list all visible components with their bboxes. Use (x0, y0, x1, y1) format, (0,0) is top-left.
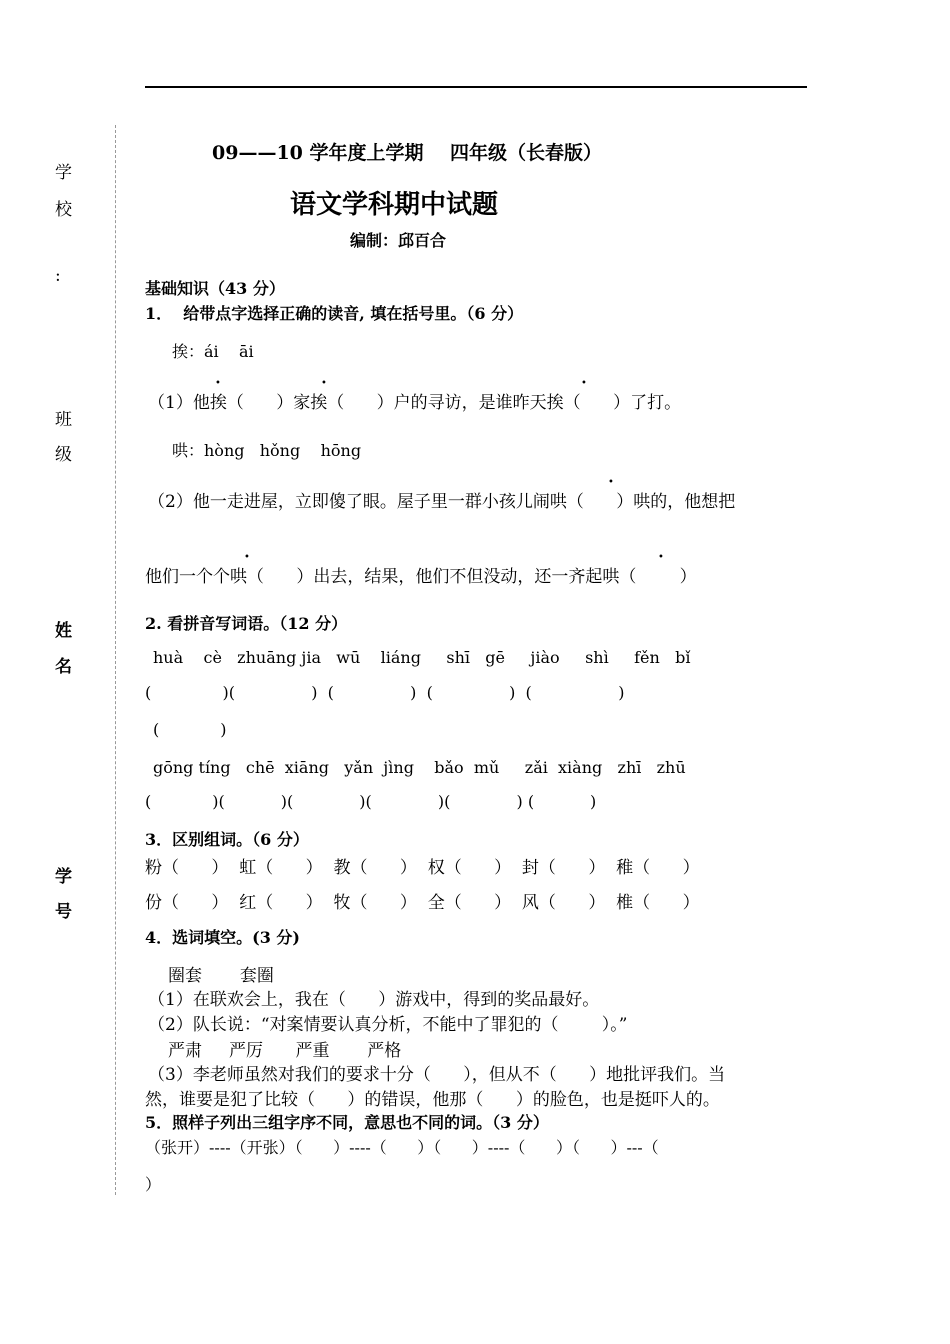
sidebar-name-char1: 姓 (55, 621, 72, 641)
title-line1: 09——10 学年度上学期 四年级（长春版） (212, 142, 602, 164)
q1-ai-options: 挨：ái āi (172, 342, 254, 361)
q3-row1: 粉（ ） 虹（ ） 教（ ） 权（ ） 封（ ） 稚（ ） (145, 858, 700, 878)
emphasis-dot: • (321, 378, 327, 389)
q2-blanks-row1a: ( )( ) ( ) ( ) ( ) (145, 683, 625, 702)
q5-heading: 5．照样子列出三组字序不同，意思也不同的词。（3 分） (145, 1113, 549, 1132)
sidebar-class-char2: 级 (55, 445, 72, 465)
q4-sentence3a: （3）李老师虽然对我们的要求十分（ ），但从不（ ）地批评我们。当 (148, 1065, 726, 1085)
q1-hong-options: 哄：hòng hǒng hōng (172, 441, 362, 460)
sidebar-number-char2: 号 (55, 902, 72, 922)
q1-sentence2b: 他们一个个哄（ ）出去，结果，他们不但没动，还一齐起哄（ ） (145, 567, 697, 587)
emphasis-dot: • (244, 552, 250, 563)
sidebar-school-colon: : (55, 266, 61, 286)
sidebar-class-char1: 班 (55, 410, 72, 430)
emphasis-dot: • (215, 378, 221, 389)
sidebar-school-char2: 校 (55, 200, 72, 220)
q1-sentence2a: （2）他一走进屋，立即傻了眼。屋子里一群小孩儿闹哄（ ）哄的，他想把 (148, 492, 736, 512)
editor-credit: 编制：邱百合 (350, 231, 447, 250)
q2-pinyin-row2: gōng tíng chē xiāng yǎn jìng bǎo mǔ zǎi xiàng zhī zhū (153, 758, 686, 777)
q4-words1: 圈套 套圈 (168, 966, 274, 986)
q4-heading: 4．选词填空。(3 分) (145, 928, 300, 947)
q4-sentence1: （1）在联欢会上，我在（ ）游戏中，得到的奖品最好。 (148, 990, 600, 1010)
q2-blanks-row2: ( )( )( )( )( ) ( ) (145, 792, 597, 811)
sidebar-name-char2: 名 (55, 657, 72, 677)
q4-sentence2: （2）队长说：“对案情要认真分析，不能中了罪犯的（ ）。” (148, 1015, 628, 1035)
top-rule (145, 86, 807, 88)
binding-line (115, 125, 116, 1195)
q1-heading: 1． 给带点字选择正确的读音, 填在括号里。（6 分） (145, 304, 524, 323)
sidebar-number-char1: 学 (55, 867, 72, 887)
q4-words2: 严肃 严厉 严重 严格 (168, 1041, 402, 1061)
q5-line1: （张开）----（开张）（ ）----（ ）（ ）----（ ）（ ）---（ (145, 1138, 659, 1157)
page-title: 语文学科期中试题 (290, 190, 499, 220)
q3-row2: 份（ ） 红（ ） 牧（ ） 全（ ） 风（ ） 椎（ ） (145, 893, 700, 913)
q4-sentence3b: 然，谁要是犯了比较（ ）的错误，他那（ ）的脸色，也是挺吓人的。 (145, 1090, 720, 1110)
section-heading: 基础知识（43 分） (145, 279, 285, 298)
q1-sentence1: （1）他挨（ ）家挨（ ）户的寻访，是谁昨天挨（ ）了打。 (148, 393, 682, 413)
q2-heading: 2. 看拼音写词语。（12 分） (145, 614, 348, 633)
q3-heading: 3．区别组词。（6 分） (145, 830, 309, 849)
q2-pinyin-row1: huà cè zhuāng jia wū liáng shī gē jiào shì fěn bǐ (153, 648, 691, 667)
emphasis-dot: • (658, 552, 664, 563)
emphasis-dot: • (581, 378, 587, 389)
q5-line2: ） (145, 1175, 162, 1194)
sidebar-school-char1: 学 (55, 163, 72, 183)
q2-blanks-row1b: ( ) (153, 720, 227, 739)
emphasis-dot: • (608, 477, 614, 488)
